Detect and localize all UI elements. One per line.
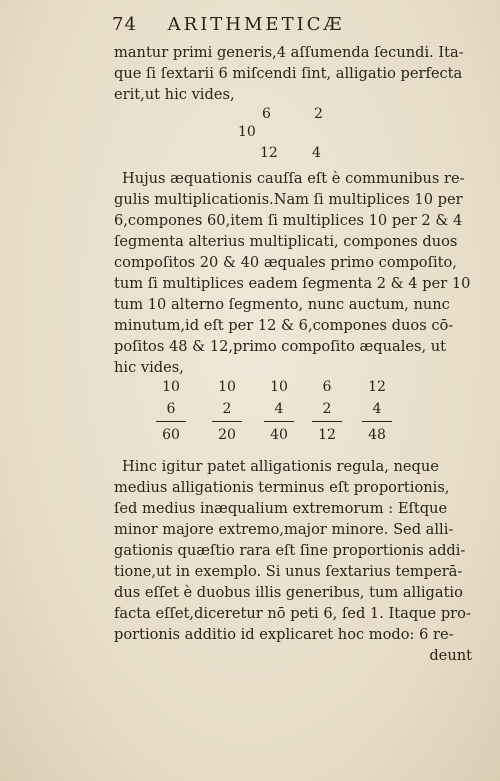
table-cell: 10 [270,379,288,395]
paragraph-1 [114,168,486,378]
text-line: gationis quæſtio rara eſt ſine proportionis addi- [114,542,466,559]
text-line: ſed medius inæqualium extremorum : Eſtque [114,500,448,517]
diagram-number: 12 [260,145,278,161]
table-rule [156,421,186,422]
text-line: erit,ut hic vides, [114,86,235,103]
text-line: tione,ut in exemplo. Si unus ſextarius temperā- [114,563,463,580]
text-line: ſegmenta alterius multiplicati, compones duos [114,233,458,250]
table-rule [362,421,392,422]
table-column [152,376,190,446]
table-cell: 60 [162,427,180,443]
catchword: deunt [429,647,472,664]
diagram-number: 10 [238,124,256,140]
text-line: tum ſi multiplices eadem ſegmenta 2 & 4 per 10 [114,275,471,292]
diagram-number: 2 [314,106,323,122]
text-line: tum 10 alterno ſegmento, nunc auctum, nunc [114,296,450,313]
table-cell: 12 [318,427,336,443]
running-title: ARITHMETICÆ [167,14,345,35]
text-line: dus eſſet è duobus illis generibus, tum alligatio [114,584,463,601]
table-cell: 6 [166,401,176,417]
table-column [208,376,246,446]
table-rule [264,421,294,422]
table-cell: 6 [322,379,332,395]
text-line: minutum,id eſt per 12 & 6,compones duos cō- [114,317,454,334]
text-line: poſitos 48 & 12,primo compoſito æquales, ut [114,338,447,355]
text-line: Hinc igitur patet alligationis regula, neque [122,458,439,475]
table-column [358,376,396,446]
table-cell: 4 [372,401,382,417]
text-line: medius alligationis terminus eſt proportionis, [114,479,450,496]
table-cell: 48 [368,427,386,443]
text-line: gulis multiplicationis.Nam ſi multiplices 10 per [114,191,463,208]
text-line: facta eſſet,diceretur nō peti 6, ſed 1. Itaque pro- [114,605,471,622]
page-number: 74 [112,14,137,35]
table-cell: 12 [368,379,386,395]
running-head [112,14,344,35]
table-cell: 20 [218,427,236,443]
table-cell: 10 [162,379,180,395]
text-line: minor majore extremo,major minore. Sed alli- [114,521,454,538]
table-cell: 4 [274,401,284,417]
table-cell: 40 [270,427,288,443]
diagram-number: 4 [312,145,321,161]
table-column [308,376,346,446]
table-cell: 10 [218,379,236,395]
text-line: hic vides, [114,359,184,376]
text-line: mantur primi generis,4 aſſumenda ſecundi. Ita- [114,44,464,61]
text-line: Hujus æquationis cauſſa eſt è communibus re- [122,170,465,187]
table-column [260,376,298,446]
diagram-number: 6 [262,106,271,122]
table-rule [312,421,342,422]
text-line: compoſitos 20 & 40 æquales primo compoſito, [114,254,457,271]
text-line: 6,compones 60,item ſi multiplices 10 per 2 & 4 [114,212,463,229]
table-cell: 2 [322,401,332,417]
table-rule [212,421,242,422]
opening-lines [114,42,486,105]
text-line: portionis additio id explicaret hoc modo: 6 re- [114,626,454,643]
table-cell: 2 [222,401,232,417]
text-line: que ſi ſextarii 6 miſcendi ſint, alligatio perfecta [114,65,463,82]
paragraph-2 [114,456,486,666]
